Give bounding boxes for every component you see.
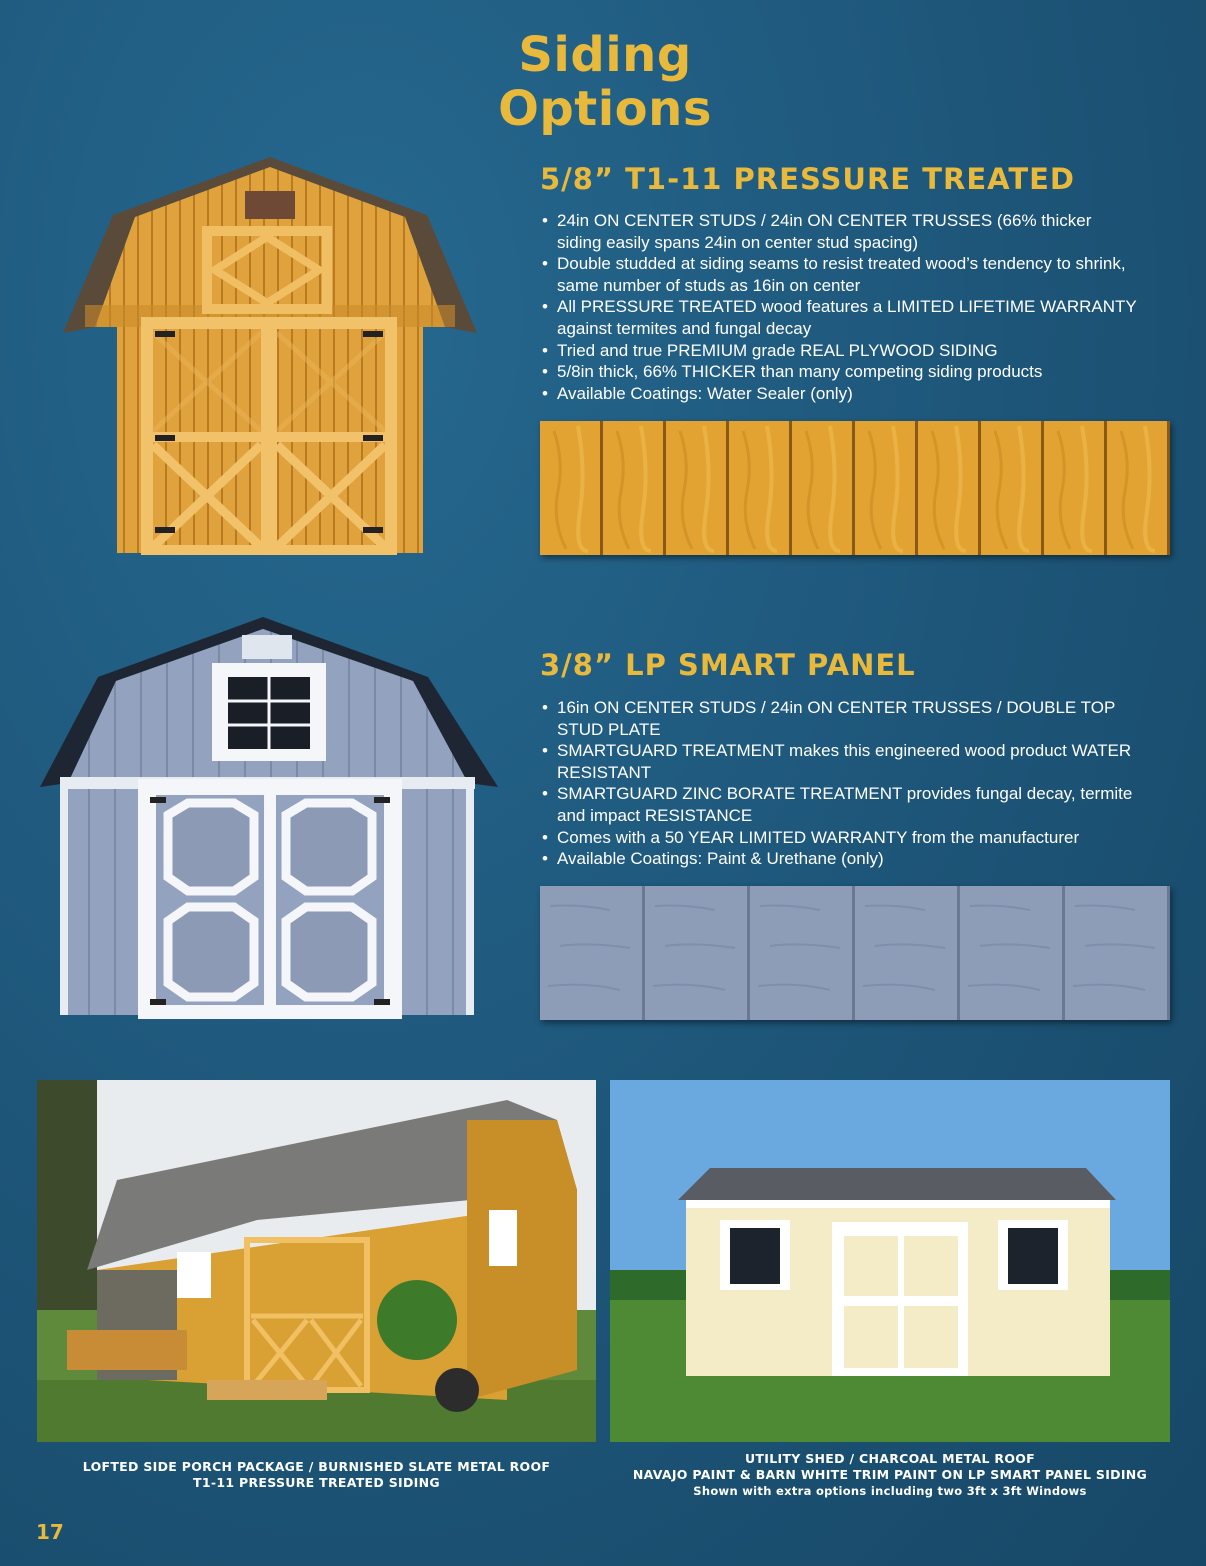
t1-11-features-list [540,210,1140,404]
lofted-side-porch-shed-photo [37,1080,596,1442]
lofted-shed-caption [40,1459,593,1491]
t1-11-barn-shed-photo [55,155,485,555]
caption-line: LOFTED SIDE PORCH PACKAGE / BURNISHED SLATE METAL ROOF [82,1459,551,1474]
lp-smart-panel-heading: 3/8” LP SMART PANEL [540,648,916,682]
title-line-2: Options [498,81,712,137]
list-item: • Tried and true PREMIUM grade REAL PLYWOOD SIDING [540,340,1140,362]
list-item: • Available Coatings: Water Sealer (only) [540,383,1140,405]
lp-smart-panel-barn-shed-photo [38,615,508,1025]
utility-shed-photo [610,1080,1170,1442]
list-item: • 5/8in thick, 66% THICKER than many competing siding products [540,361,1140,383]
lp-smart-panel-features-list [540,697,1140,870]
caption-line: UTILITY SHED / CHARCOAL METAL ROOF [744,1451,1036,1466]
caption-line: T1-11 PRESSURE TREATED SIDING [193,1475,440,1490]
lp-smart-panel-siding-swatch [540,886,1170,1020]
list-item: • 16in ON CENTER STUDS / 24in ON CENTER TRUSSES / DOUBLE TOP STUD PLATE [540,697,1140,740]
t1-11-heading: 5/8” T1-11 PRESSURE TREATED [540,162,1075,196]
list-item: • Comes with a 50 YEAR LIMITED WARRANTY from the manufacturer [540,827,1140,849]
caption-line: Shown with extra options including two 3ft x 3ft Windows [693,1484,1087,1498]
list-item: • Available Coatings: Paint & Urethane (only) [540,848,1140,870]
title-line-1: Siding [518,27,692,83]
list-item: • SMARTGUARD ZINC BORATE TREATMENT provides fungal decay, termite and impact RESISTANCE [540,783,1140,826]
utility-shed-caption [612,1451,1168,1499]
list-item: • SMARTGUARD TREATMENT makes this engineered wood product WATER RESISTANT [540,740,1140,783]
page-title [430,28,780,136]
list-item: • Double studded at siding seams to resist treated wood’s tendency to shrink, same number of studs as 16in on center [540,253,1140,296]
list-item: • All PRESSURE TREATED wood features a LIMITED LIFETIME WARRANTY against termites and fungal decay [540,296,1140,339]
caption-line: NAVAJO PAINT & BARN WHITE TRIM PAINT ON LP SMART PANEL SIDING [632,1467,1148,1482]
page-number: 17 [36,1520,64,1544]
list-item: • 24in ON CENTER STUDS / 24in ON CENTER TRUSSES (66% thicker siding easily spans 24in on center stud spacing) [540,210,1140,253]
t1-11-siding-swatch [540,421,1170,555]
